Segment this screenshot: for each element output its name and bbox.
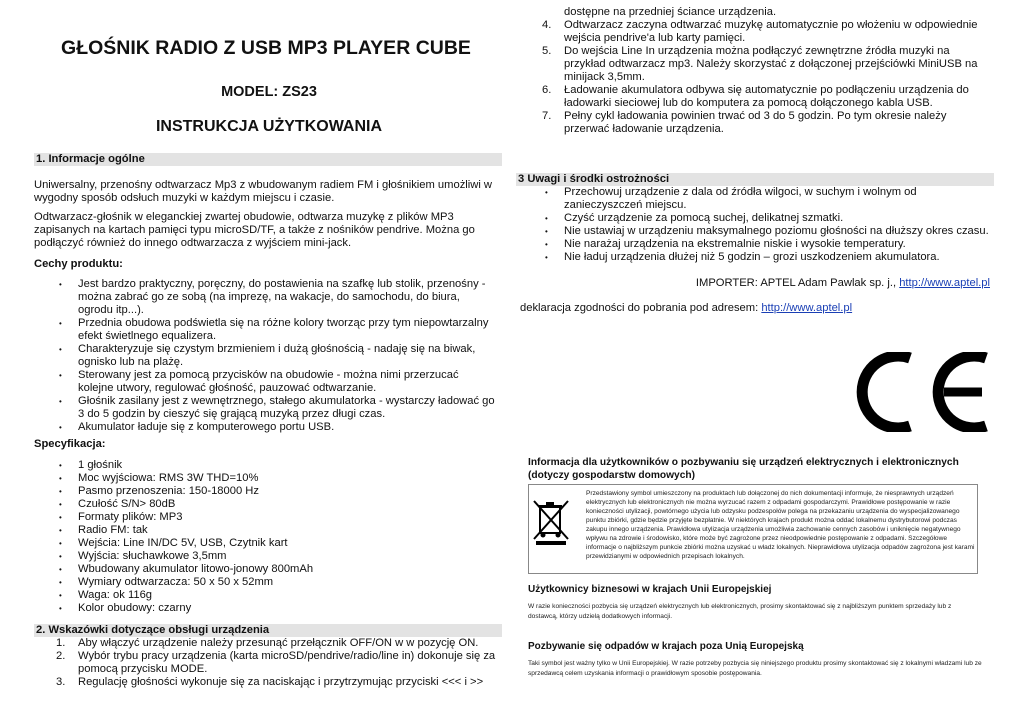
list-item: • Wyjścia: słuchawkowe 3,5mm: [34, 550, 496, 563]
list-item: 3. Regulację głośności wykonuje się za naciskając i przytrzymując przyciski <<< i >>: [56, 676, 484, 688]
weee-notice-text: Przedstawiony symbol umieszczony na produktach lub dołączonej do nich dokumentacji informuje, że niesprawnych urządzeń elektrycznych lub elektronicznych nie można wyrzucać razem z odpadami gospodarczymi. Prawidłowe postępowanie w razie konieczności utylizacji, powtórnego użycia lub odzysku podzespołów polega na przekazaniu urządzenia do wyspecjalizowanego punktu zbiórki, gdzie będzie przyjęte bezpłatnie. W niektórych krajach produkt można oddać lokalnemu dystrybutorowi podczas zakupu innego urządzenia. Prawidłowa utylizacja urządzenia umożliwia zachowanie cennych zasobów i uniknięcie negatywnego wpływu na zdrowie i środowisko, które może być zagrożone przez nieodpowiednie postępowanie z odpadami. Szczegółowe informacje o najbliższym punkcie zbiórki można uzyskać u władz lokalnych. Nieprawidłowa utylizacja odpadów zagrożona jest karami przewidzianymi w odpowiednich przepisach lokalnych.: [586, 490, 975, 560]
importer-link[interactable]: http://www.aptel.pl: [899, 277, 990, 289]
intro-paragraph: Uniwersalny, przenośny odtwarzacz Mp3 z wbudowanym radiem FM i głośnikiem umożliwi w wygodny sposób odsłuch muzyki w każdym miejscu i czasie.: [34, 179, 493, 204]
list-item: • Nie ładuj urządzenia dłużej niż 5 godzin – grozi uszkodzeniem akumulatora.: [520, 251, 992, 264]
document-title: GŁOŚNIK RADIO Z USB MP3 PLAYER CUBE: [61, 37, 471, 59]
list-item: • Wbudowany akumulator litowo-jonowy 800mAh: [34, 563, 496, 576]
precautions-list: [520, 186, 992, 264]
continued-text: dostępne na przedniej ściance urządzenia.: [564, 6, 777, 18]
ce-mark-icon: [848, 352, 990, 432]
declaration-text: deklaracja zgodności do pobrania pod adresem:: [520, 302, 762, 314]
list-item: • Nie ustawiaj w urządzeniu maksymalnego poziomu głośności na dłuższy okres czasu.: [520, 225, 992, 238]
crossed-out-wheelie-bin-icon: [530, 497, 572, 547]
list-item: • Wymiary odtwarzacza: 50 x 50 x 52mm: [34, 576, 496, 589]
list-item: • Waga: ok 116g: [34, 589, 496, 602]
importer-text: IMPORTER: APTEL Adam Pawlak sp. j.,: [695, 277, 900, 289]
list-item: 1. Aby włączyć urządzenie należy przesunąć przełącznik OFF/ON w w pozycję ON.: [56, 637, 479, 649]
importer-line: [520, 277, 990, 290]
section-heading-precautions: 3 Uwagi i środki ostrożności: [516, 173, 994, 186]
description-paragraph: Odtwarzacz-głośnik w eleganckiej zwartej obudowie, odtwarza muzykę z plików MP3 zapisanych na kartach pamięci typu microSD/TF, a także z nośników pendrive. Można go podłączyć również do innego odtwarzacza z wyjściem mini-jack.: [34, 211, 475, 249]
list-item: 4. Odtwarzacz zaczyna odtwarzać muzykę automatycznie po włożeniu w odpowiednie wejścia pendrive'a lub karty pamięci.: [542, 19, 978, 44]
declaration-link[interactable]: http://www.aptel.pl: [761, 302, 853, 314]
section-heading-operation: 2. Wskazówki dotyczące obsługi urządzenia: [34, 624, 502, 637]
weee-title: Informacja dla użytkowników o pozbywaniu się urządzeń elektrycznych i elektronicznych (dotyczy gospodarstw domowych): [528, 457, 959, 481]
list-item: 5. Do wejścia Line In urządzenia można podłączyć zewnętrzne źródła muzyki na przykład odtwarzacz mp3. Należy skorzystać z dołączonej przejściówki MiniUSB na minijack 3,5mm.: [542, 45, 978, 83]
list-item: 2. Wybór trybu pracy urządzenia (karta microSD/pendrive/radio/line in) dokonuje się za pomocą przycisku MODE.: [56, 650, 496, 675]
manual-title: INSTRUKCJA UŻYTKOWANIA: [155, 118, 383, 135]
list-item: • Kolor obudowy: czarny: [34, 602, 496, 615]
list-item: • Przechowuj urządzenie z dala od źródła wilgoci, w suchym i wolnym od zanieczyszczeń miejscu.: [520, 186, 992, 212]
business-users-heading: Użytkownicy biznesowi w krajach Unii Europejskiej: [528, 584, 772, 595]
features-heading: Cechy produktu:: [34, 258, 123, 270]
operation-list-part1: [34, 637, 504, 689]
list-item: • Nie narażaj urządzenia na ekstremalnie niskie i wysokie temperatury.: [520, 238, 992, 251]
list-item: • Głośnik zasilany jest z wewnętrznego, stałego akumulatorka - wystarczy ładować go 3 do 5 godzin by cieszyć się grającą muzyką przez długi czas.: [34, 395, 496, 421]
list-item: • Radio FM: tak: [34, 524, 496, 537]
section-heading-general: 1. Informacje ogólne: [34, 153, 502, 166]
outside-eu-heading: Pozbywanie się odpadów w krajach poza Unią Europejską: [528, 641, 804, 652]
list-item: • Jest bardzo praktyczny, poręczny, do postawienia na szafkę lub stolik, przenośny - można zabrać go ze sobą (na imprezę, na wakacje, do samochodu, do biura, ogrodu itp...).: [34, 278, 496, 317]
list-item: • Akumulator ładuje się z komputerowego portu USB.: [34, 421, 496, 434]
list-item: • Moc wyjściowa: RMS 3W THD=10%: [34, 472, 496, 485]
spec-list: [34, 459, 496, 615]
business-users-text: W razie konieczności pozbycia się urządzeń elektrycznych lub elektronicznych, prosimy skontaktować się z najbliższym punktem sprzedaży lub z dostawcą, którzy udzielą dodatkowych informacji.: [528, 603, 952, 620]
list-item: 6. Ładowanie akumulatora odbywa się automatycznie po podłączeniu urządzenia do ładowarki sieciowej lub do komputera za pomocą dołączonego kabla USB.: [542, 84, 969, 109]
list-item: • Czułość S/N> 80dB: [34, 498, 496, 511]
list-item: • Charakteryzuje się czystym brzmieniem i dużą głośnością - nadaję się na biwak, ognisko lub na plażę.: [34, 343, 496, 369]
list-item: • Przednia obudowa podświetla się na różne kolory tworząc przy tym niepowtarzalny efekt świetlnego equalizera.: [34, 317, 496, 343]
list-item: • 1 głośnik: [34, 459, 496, 472]
list-item: • Wejścia: Line IN/DC 5V, USB, Czytnik kart: [34, 537, 496, 550]
list-item: • Formaty plików: MP3: [34, 511, 496, 524]
outside-eu-text: Taki symbol jest ważny tylko w Unii Europejskiej. W razie potrzeby pozbycia się niniejszego produktu prosimy skontaktować się z lokalnymi władzami lub ze sprzedawcą celem uzyskania informacji o prawidłowym sposobie postępowania.: [528, 660, 982, 677]
declaration-line: [520, 302, 990, 315]
list-item: 7. Pełny cykl ładowania powinien trwać od 3 do 5 godzin. Po tym okresie należy przerwać ładowanie urządzenia.: [542, 110, 947, 135]
model-number: MODEL: ZS23: [221, 84, 317, 100]
list-item: • Czyść urządzenie za pomocą suchej, delikatnej szmatki.: [520, 212, 992, 225]
list-item: • Sterowany jest za pomocą przycisków na obudowie - można nimi przerzucać kolejne utwory, regulować głośność, pauzować odtwarzanie.: [34, 369, 496, 395]
list-item: • Pasmo przenoszenia: 150-18000 Hz: [34, 485, 496, 498]
operation-list-part2: [520, 19, 992, 136]
features-list: [34, 278, 496, 434]
spec-heading: Specyfikacja:: [34, 438, 106, 450]
